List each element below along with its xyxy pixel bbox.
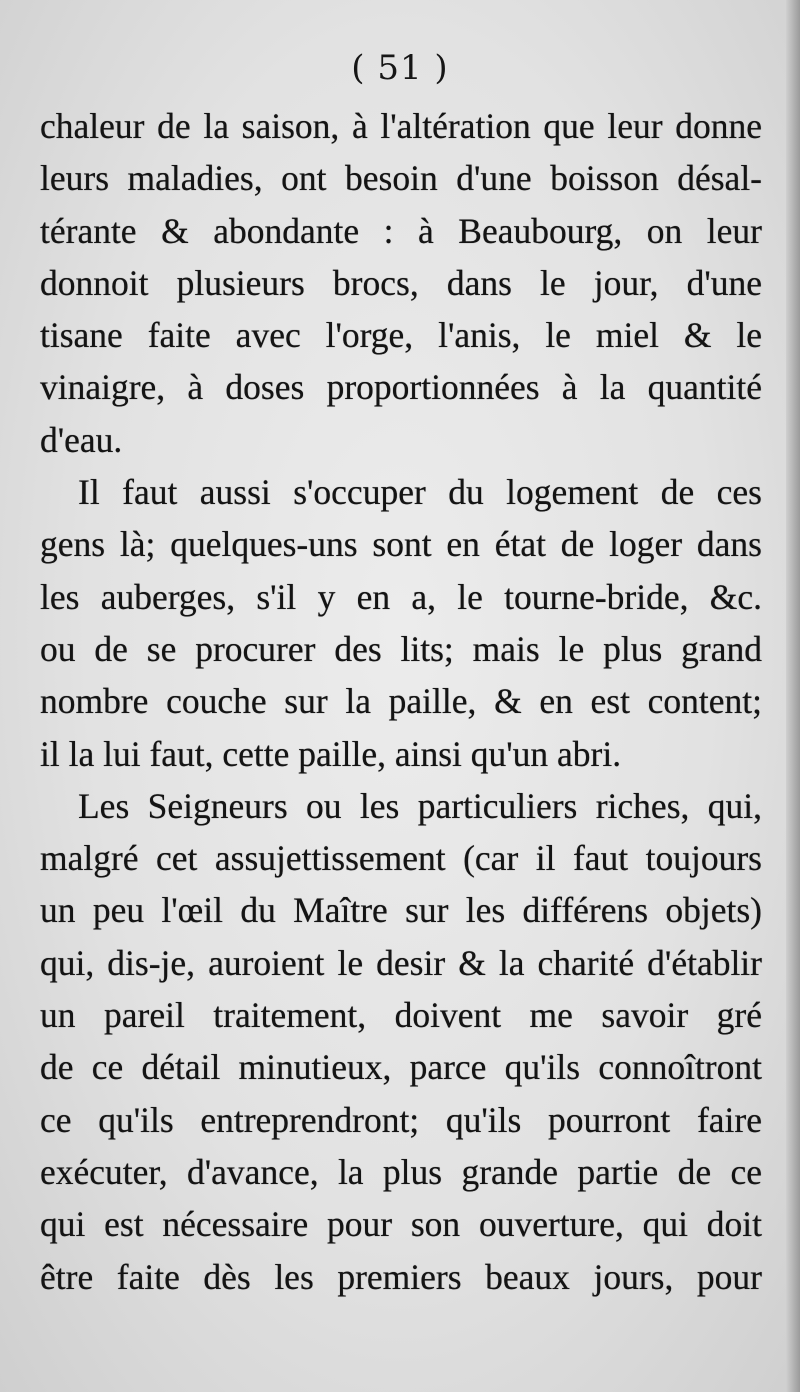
text-line: gens là; quelques-uns sont en état de loger dans (40, 524, 762, 565)
text-line: qui, dis-je, auroient le desir & la charité d'établir (40, 942, 762, 983)
text-line: donnoit plusieurs brocs, dans le jour, d'une (40, 262, 762, 303)
text-line: les auberges, s'il y en a, le tourne-bride, &c. (40, 576, 762, 617)
text-line: ou de se procurer des lits; mais le plus grand (40, 628, 762, 669)
text-line: être faite dès les premiers beaux jours, pour (40, 1256, 762, 1297)
text-line: d'eau. (40, 419, 123, 460)
text-line: exécuter, d'avance, la plus grande partie de ce (40, 1151, 762, 1192)
text-line: tisane faite avec l'orge, l'anis, le miel & le (40, 315, 762, 356)
text-line: de ce détail minutieux, parce qu'ils connoîtront (40, 1047, 762, 1088)
text-line: un pareil traitement, doivent me savoir gré (40, 995, 762, 1036)
text-line: Les Seigneurs ou les particuliers riches, qui, (78, 785, 762, 826)
text-line: nombre couche sur la paille, & en est content; (40, 681, 762, 722)
text-line: térante & abondante : à Beaubourg, on leur (40, 210, 762, 251)
page-number: ( 51 ) (351, 48, 449, 88)
text-line: vinaigre, à doses proportionnées à la quantité (40, 367, 762, 408)
text-line: un peu l'œil du Maître sur les différens objets) (40, 890, 762, 931)
text-line: leurs maladies, ont besoin d'une boisson désal- (40, 158, 762, 199)
text-line: qui est nécessaire pour son ouverture, qui doit (40, 1204, 762, 1245)
text-line: ce qu'ils entreprendront; qu'ils pourront faire (40, 1099, 762, 1140)
text-line: Il faut aussi s'occuper du logement de ces (78, 472, 762, 513)
text-line: malgré cet assujettissement (car il faut toujours (40, 838, 762, 879)
text-line: il la lui faut, cette paille, ainsi qu'un abri. (40, 733, 622, 774)
text-line: chaleur de la saison, à l'altération que leur donne (40, 106, 762, 146)
body-text (40, 100, 762, 1303)
page-edge (786, 0, 800, 1392)
